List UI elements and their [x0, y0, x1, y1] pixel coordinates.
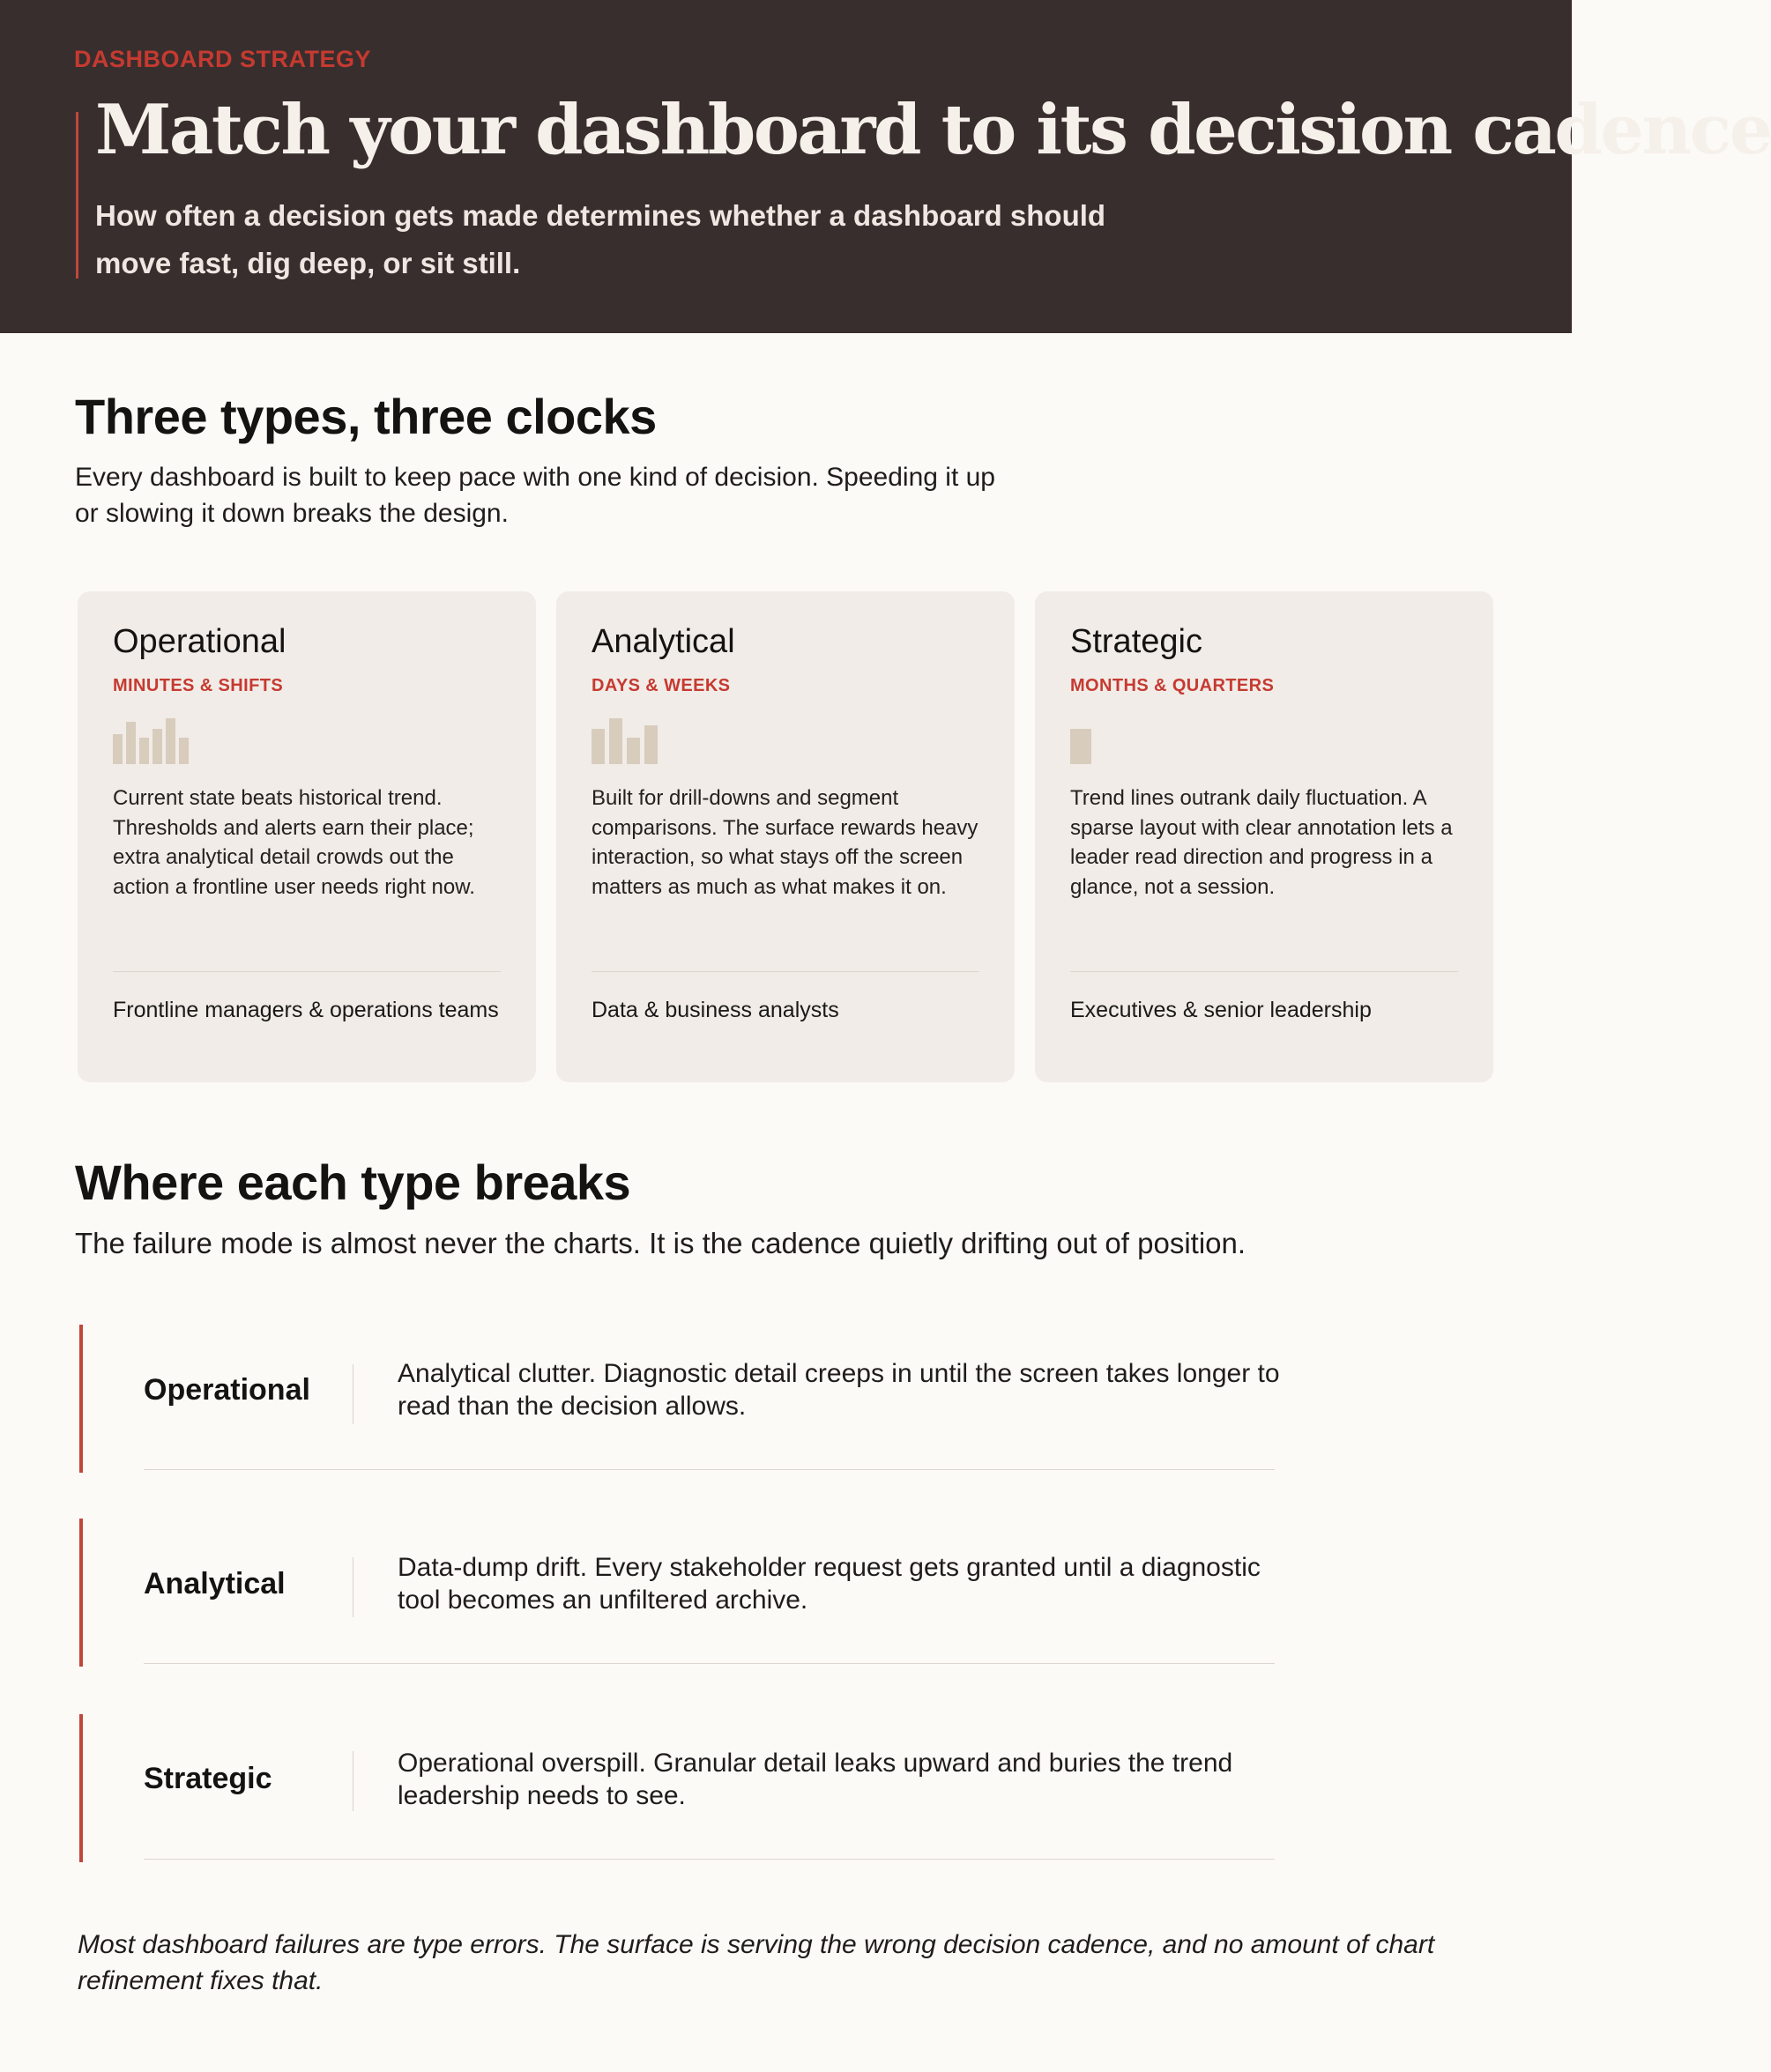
card-audience: Frontline managers & operations teams	[113, 998, 499, 1022]
failure-row-divider	[144, 1469, 1275, 1470]
card-divider	[1070, 971, 1458, 972]
card-description: Trend lines outrank daily fluctuation. A sparse layout with clear annotation lets a leader read direction and progress in a glance, not a session.	[1070, 786, 1453, 899]
single-bar-icon	[1070, 718, 1194, 764]
failure-accent-bar	[79, 1325, 83, 1473]
failure-type: Operational	[144, 1373, 310, 1407]
card-operational	[78, 591, 536, 1082]
card-title: Operational	[113, 623, 286, 660]
card-analytical	[556, 591, 1015, 1082]
failure-row-divider	[144, 1663, 1275, 1664]
failure-description: Operational overspill. Granular detail leaks upward and buries the trend leadership needs to see.	[398, 1749, 1233, 1810]
card-title: Analytical	[592, 623, 735, 660]
card-cadence: DAYS & WEEKS	[592, 676, 731, 695]
failure-row-divider	[144, 1859, 1275, 1860]
card-cadence: MONTHS & QUARTERS	[1070, 676, 1275, 695]
card-description: Built for drill-downs and segment comparisons. The surface rewards heavy interaction, so what stays off the screen matters as much as what makes it on.	[592, 786, 979, 899]
header-accent-rule	[76, 112, 78, 278]
card-divider	[592, 971, 979, 972]
types-lead: Every dashboard is built to keep pace with one kind of decision. Speeding it up or slowing it down breaks the design.	[75, 463, 995, 528]
bar-cluster-icon	[113, 718, 236, 764]
failure-description: Analytical clutter. Diagnostic detail creeps in until the screen takes longer to read than the decision allows.	[398, 1359, 1280, 1421]
bar-cluster-icon	[592, 718, 715, 764]
failure-type: Analytical	[144, 1567, 286, 1600]
closing-note: Most dashboard failures are type errors. The surface is serving the wrong decision cadence, and no amount of chart refinement fixes that.	[78, 1930, 1435, 1995]
breaks-lead: The failure mode is almost never the charts. It is the cadence quietly drifting out of position.	[75, 1227, 1246, 1259]
card-audience: Data & business analysts	[592, 998, 839, 1022]
page-title: Match your dashboard to its decision cadence	[95, 90, 1771, 170]
card-cadence: MINUTES & SHIFTS	[113, 676, 284, 695]
breaks-heading: Where each type breaks	[75, 1155, 631, 1210]
card-strategic	[1035, 591, 1493, 1082]
card-title: Strategic	[1070, 623, 1202, 660]
header-banner	[0, 0, 1771, 333]
card-description: Current state beats historical trend. Thresholds and alerts earn their place; extra analytical detail crowds out the action a frontline user needs right now.	[113, 786, 475, 899]
eyebrow-label: DASHBOARD STRATEGY	[74, 46, 372, 72]
failure-type: Strategic	[144, 1762, 272, 1795]
failure-accent-bar	[79, 1714, 83, 1862]
failure-description: Data-dump drift. Every stakeholder request gets granted until a diagnostic tool becomes an unfiltered archive.	[398, 1553, 1261, 1615]
types-heading: Three types, three clocks	[75, 389, 657, 444]
page-subtitle: How often a decision gets made determines whether a dashboard should move fast, dig deep, or sit still.	[95, 199, 1106, 279]
failure-accent-bar	[79, 1519, 83, 1667]
card-divider	[113, 971, 501, 972]
card-audience: Executives & senior leadership	[1070, 998, 1372, 1022]
